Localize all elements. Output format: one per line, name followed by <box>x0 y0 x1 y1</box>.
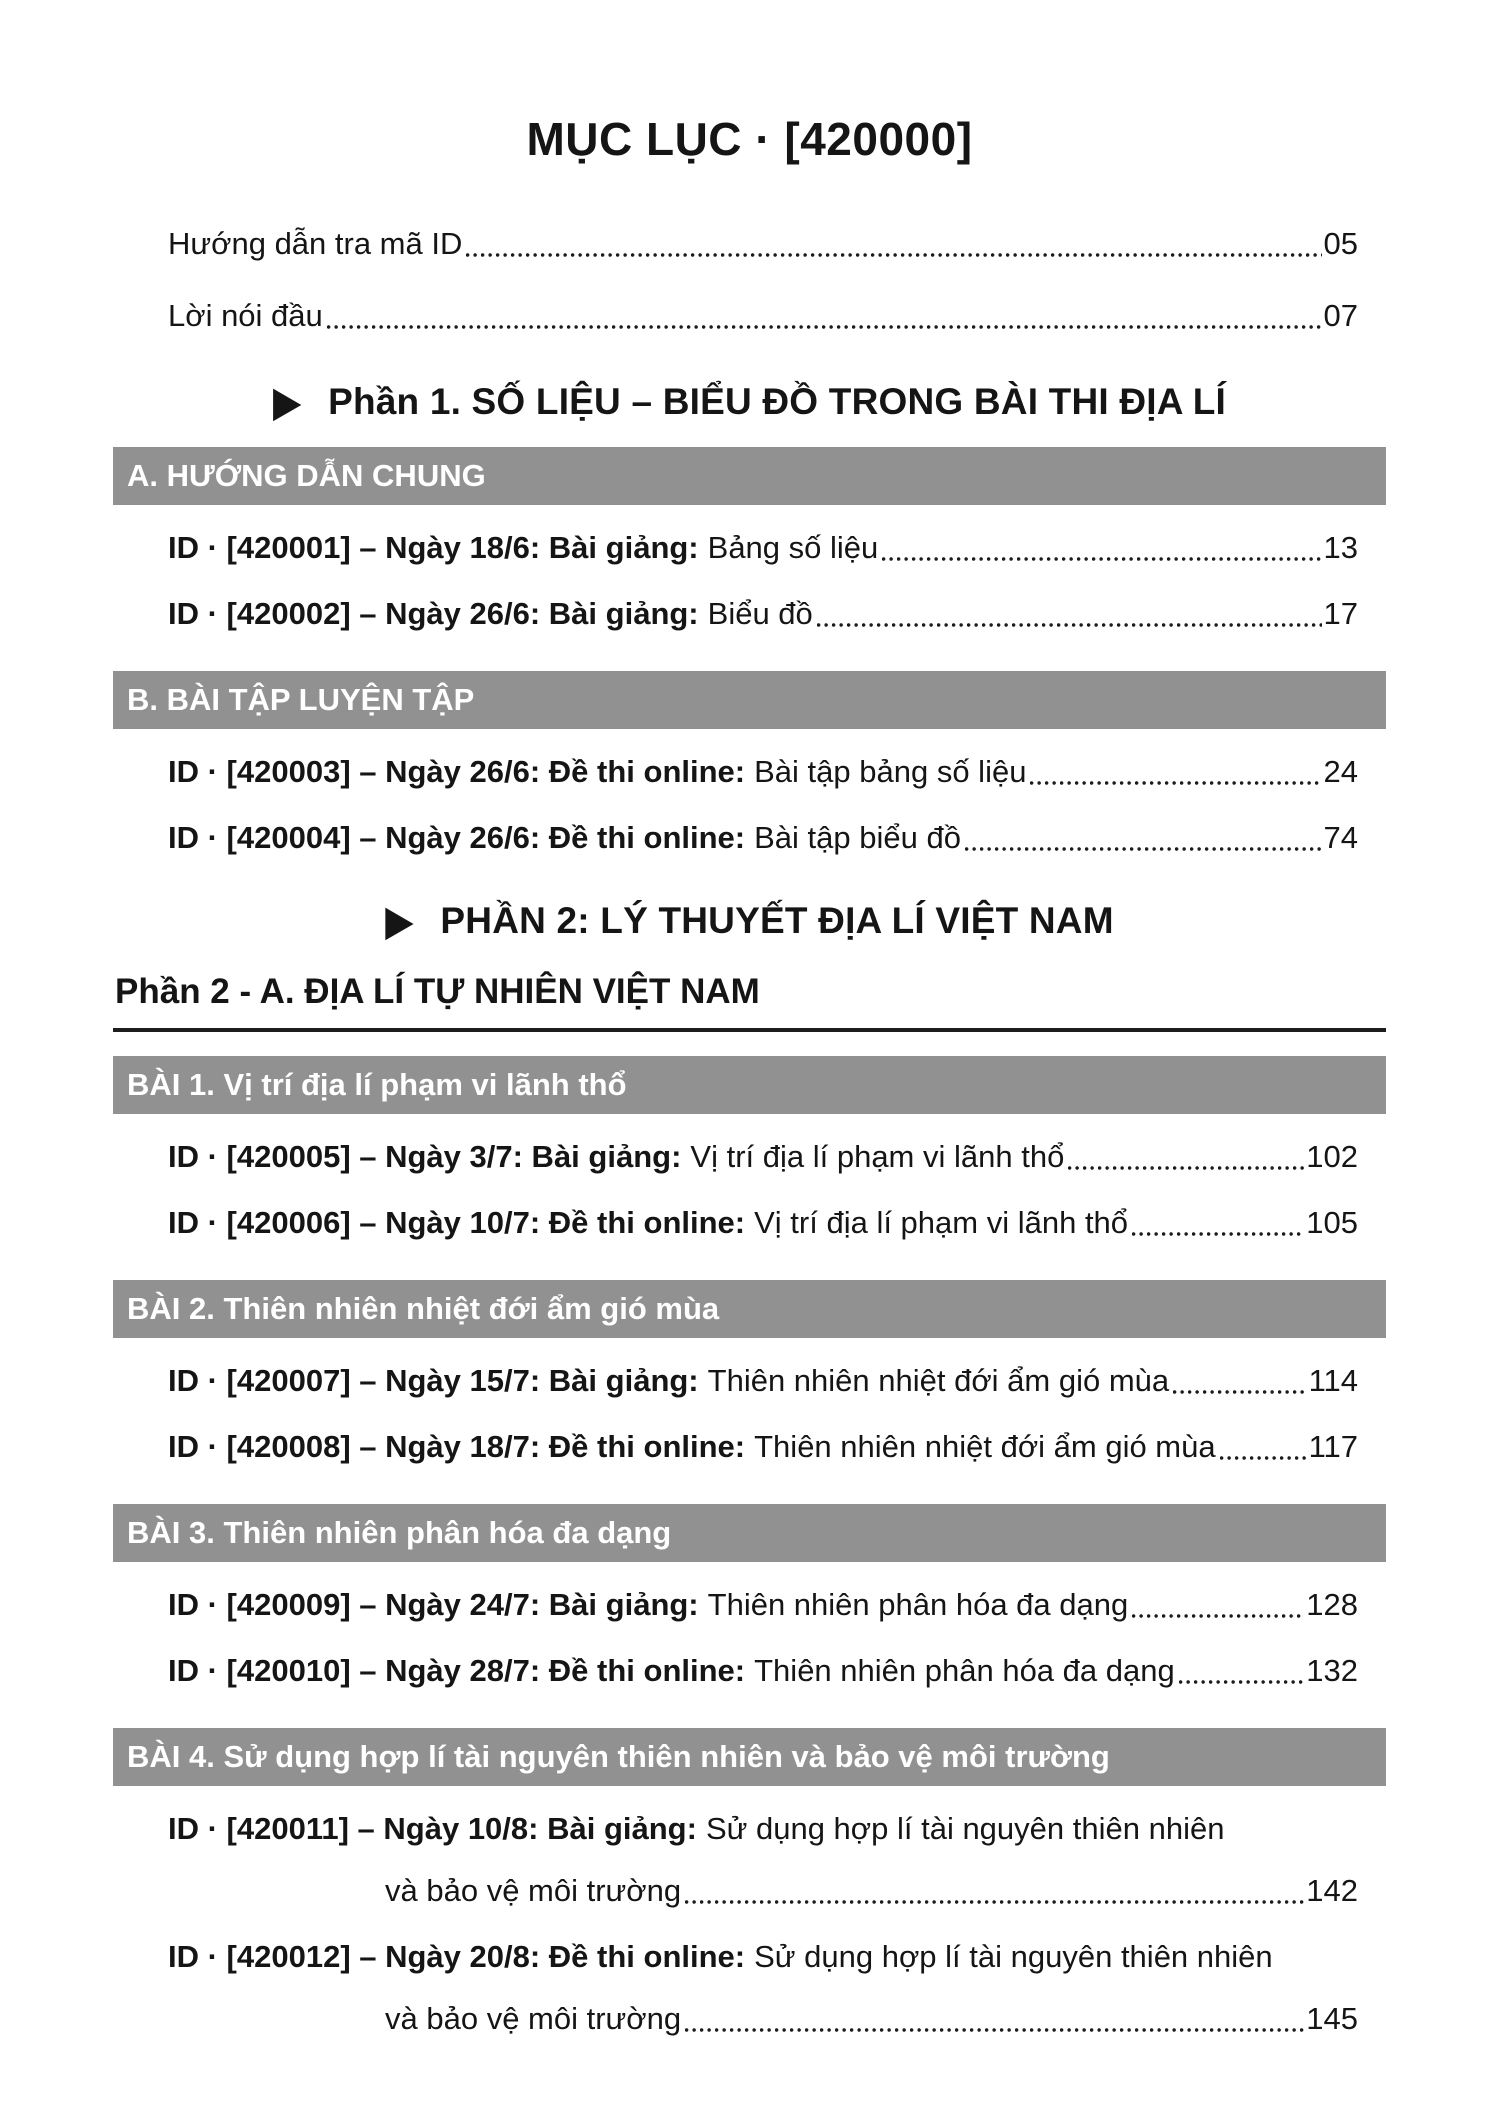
section-banner-bai4 <box>113 1728 1386 1786</box>
dot-leader <box>1220 1455 1307 1461</box>
entry-prefix: ID · [420007] – Ngày 15/7: Bài giảng: <box>168 1363 699 1398</box>
entry-prefix: ID · [420005] – Ngày 3/7: Bài giảng: <box>168 1139 682 1174</box>
toc-entry-420003 <box>113 739 1386 805</box>
dot-leader <box>1173 1389 1306 1395</box>
entry-title: Thiên nhiên nhiệt đới ẩm gió mùa <box>707 1363 1170 1398</box>
dot-leader <box>965 846 1322 852</box>
section-banner-label: BÀI 3. Thiên nhiên phân hóa đa dạng <box>127 1515 672 1550</box>
section-banner-label: BÀI 4. Sử dụng hợp lí tài nguyên thiên nhiên và bảo vệ môi trường <box>127 1739 1110 1774</box>
entry-prefix: ID · [420001] – Ngày 18/6: Bài giảng: <box>168 530 699 565</box>
entry-prefix: ID · [420002] – Ngày 26/6: Bài giảng: <box>168 596 699 631</box>
toc-entry-420007 <box>113 1348 1386 1414</box>
entry-title: Thiên nhiên phân hóa đa dạng <box>754 1653 1175 1688</box>
entry-prefix: ID · [420003] – Ngày 26/6: Đề thi online: <box>168 754 746 789</box>
page-number: 17 <box>1323 596 1358 631</box>
page-number: 102 <box>1306 1139 1358 1174</box>
toc-entry-front-2 <box>113 280 1386 352</box>
page-number: 74 <box>1323 820 1358 855</box>
toc-entry-420009 <box>113 1572 1386 1638</box>
dot-leader <box>1030 780 1321 786</box>
toc-entry-420004 <box>113 805 1386 871</box>
page-number: 128 <box>1306 1587 1358 1622</box>
section-banner-a <box>113 447 1386 505</box>
part1-heading-text: Phần 1. SỐ LIỆU – BIỂU ĐỒ TRONG BÀI THI ĐỊA LÍ <box>328 381 1227 422</box>
page-number: 24 <box>1323 754 1358 789</box>
dot-leader <box>466 252 1321 258</box>
entry-title: Sử dụng hợp lí tài nguyên thiên nhiên <box>705 1811 1225 1846</box>
toc-entry-420010 <box>113 1638 1386 1704</box>
entry-title: Lời nói đầu <box>168 298 323 333</box>
dot-leader <box>685 2027 1304 2033</box>
toc-entry-420012-line2 <box>113 1981 1386 2052</box>
part2-heading <box>113 896 1386 945</box>
section-banner-label: B. BÀI TẬP LUYỆN TẬP <box>127 682 475 717</box>
part2-heading-text: PHẦN 2: LÝ THUYẾT ĐỊA LÍ VIỆT NAM <box>440 900 1114 941</box>
section-banner-label: A. HƯỚNG DẪN CHUNG <box>127 458 486 493</box>
entry-prefix: ID · [420006] – Ngày 10/7: Đề thi online: <box>168 1205 746 1240</box>
toc-entry-420002 <box>113 581 1386 647</box>
page-number: 117 <box>1308 1429 1358 1464</box>
section-banner-bai1 <box>113 1056 1386 1114</box>
dot-leader <box>1132 1613 1304 1619</box>
page-number: 142 <box>1306 1873 1358 1908</box>
dot-leader <box>1132 1231 1304 1237</box>
section-banner-label: BÀI 1. Vị trí địa lí phạm vi lãnh thổ <box>127 1067 627 1102</box>
part1-heading <box>113 377 1386 426</box>
entry-prefix: ID · [420011] – Ngày 10/8: Bài giảng: <box>168 1811 697 1846</box>
entry-title: Thiên nhiên phân hóa đa dạng <box>707 1587 1129 1622</box>
toc-entry-420011-line2 <box>113 1853 1386 1924</box>
section-banner-label: BÀI 2. Thiên nhiên nhiệt đới ẩm gió mùa <box>127 1291 720 1326</box>
entry-prefix: ID · [420009] – Ngày 24/7: Bài giảng: <box>168 1587 699 1622</box>
section-banner-b <box>113 671 1386 729</box>
page-number: 07 <box>1323 298 1358 333</box>
toc-entry-420006 <box>113 1190 1386 1256</box>
section-banner-bai3 <box>113 1504 1386 1562</box>
toc-entry-front-1 <box>113 208 1386 280</box>
toc-entry-420005 <box>113 1124 1386 1190</box>
entry-title: Bài tập biểu đồ <box>754 820 961 855</box>
entry-prefix: ID · [420010] – Ngày 28/7: Đề thi online: <box>168 1653 746 1688</box>
page-title: MỤC LỤC · [420000] <box>526 113 973 165</box>
entry-prefix: ID · [420012] – Ngày 20/8: Đề thi online: <box>168 1939 746 1974</box>
entry-title-continuation: và bảo vệ môi trường <box>385 2001 682 2036</box>
page-number: 13 <box>1323 530 1358 565</box>
toc-entry-420001 <box>113 515 1386 581</box>
dot-leader <box>817 622 1322 628</box>
entry-title: Sử dụng hợp lí tài nguyên thiên nhiên <box>754 1939 1273 1974</box>
dot-leader <box>882 556 1321 562</box>
dot-leader <box>327 324 1322 330</box>
entry-title: Bài tập bảng số liệu <box>754 754 1027 789</box>
page-number: 105 <box>1306 1205 1358 1240</box>
entry-title: Thiên nhiên nhiệt đới ẩm gió mùa <box>754 1429 1216 1464</box>
entry-prefix: ID · [420004] – Ngày 26/6: Đề thi online: <box>168 820 746 855</box>
divider-line <box>113 1028 1386 1032</box>
entry-title: Bảng số liệu <box>707 530 879 565</box>
entry-prefix: ID · [420008] – Ngày 18/7: Đề thi online: <box>168 1429 746 1464</box>
entry-title-continuation: và bảo vệ môi trường <box>385 1873 682 1908</box>
entry-title: Vị trí địa lí phạm vi lãnh thổ <box>754 1205 1129 1240</box>
toc-entry-420008 <box>113 1414 1386 1480</box>
dot-leader <box>1068 1165 1304 1171</box>
page-number: 05 <box>1323 226 1358 261</box>
page-number: 145 <box>1306 2001 1358 2036</box>
dot-leader <box>685 1899 1304 1905</box>
entry-title: Hướng dẫn tra mã ID <box>168 226 463 261</box>
part2a-heading: Phần 2 - A. ĐỊA LÍ TỰ NHIÊN VIỆT NAM <box>115 972 760 1011</box>
dot-leader <box>1179 1679 1305 1685</box>
entry-title: Vị trí địa lí phạm vi lãnh thổ <box>690 1139 1065 1174</box>
section-banner-bai2 <box>113 1280 1386 1338</box>
toc-entry-420011-line1 <box>113 1796 1386 1853</box>
toc-entry-420012-line1 <box>113 1924 1386 1981</box>
page-number: 132 <box>1306 1653 1358 1688</box>
entry-title: Biểu đồ <box>707 596 813 631</box>
play-arrow-icon: ▶ <box>385 896 414 945</box>
page-number: 114 <box>1308 1363 1358 1398</box>
play-arrow-icon: ▶ <box>272 377 302 426</box>
